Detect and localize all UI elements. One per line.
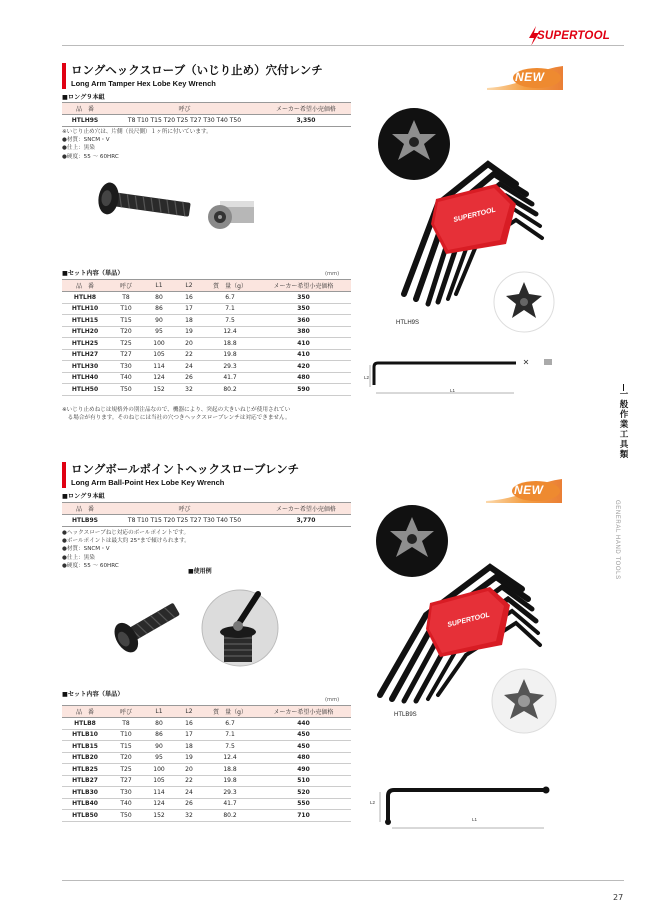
table-cell: T20 [108, 326, 144, 338]
table-cell: T40 [108, 798, 144, 810]
table-cell: 19 [174, 752, 204, 764]
header-divider [62, 45, 624, 46]
detail-header: 品 番 [62, 280, 108, 292]
price-cell: 550 [256, 798, 351, 810]
item-code-cell: HTLH30 [62, 361, 108, 373]
section-2-new-badge [486, 479, 562, 503]
detail-header: L2 [174, 706, 204, 718]
table-cell: T25 [108, 338, 144, 350]
spec-line: ●材質：SNCM・V [62, 546, 110, 553]
section-2-wrench-set-image [374, 505, 554, 735]
dimension-l1-label: L1 [472, 817, 478, 822]
table-row [62, 372, 351, 384]
spec-line: ●硬度：55 ～ 60HRC [62, 153, 119, 160]
detail-header: L2 [174, 280, 204, 292]
spec-line: ※いじり止め穴は、片側（長尺側）１ヶ所に付いています。 [62, 129, 212, 135]
price-cell: 450 [256, 729, 351, 741]
table-cell: 114 [144, 787, 174, 799]
table-cell: T30 [108, 787, 144, 799]
brand-logo-text: SUPERTOOL [537, 30, 610, 42]
table-cell: T20 [108, 752, 144, 764]
table-cell: 80.2 [204, 810, 256, 822]
table-row [62, 349, 351, 361]
item-code-cell: HTLH15 [62, 315, 108, 327]
table-cell: 7.5 [204, 315, 256, 327]
set-sizes: T8 T10 T15 T20 T25 T27 T30 T40 T50 [108, 515, 261, 527]
section-2-specs [62, 529, 190, 570]
table-cell: 20 [174, 338, 204, 350]
section-2-usage-label: ■使用例 [188, 568, 212, 575]
table-cell: T8 [108, 292, 144, 304]
table-cell: 19.8 [204, 349, 256, 361]
table-cell: 86 [144, 729, 174, 741]
item-code-cell: HTLB40 [62, 798, 108, 810]
section-2-set-table [62, 502, 351, 527]
item-code-cell: HTLB20 [62, 752, 108, 764]
tamper-screw-image [88, 185, 288, 245]
side-category-en: GENERAL HAND TOOLS [614, 500, 620, 580]
table-cell: 80 [144, 718, 174, 730]
section-2-set-label: ■ロング９本組 [62, 493, 105, 500]
section-1-title-jp: ロングヘックスローブ（いじり止め）穴付レンチ [71, 63, 323, 77]
table-cell: 124 [144, 798, 174, 810]
table-cell: T10 [108, 303, 144, 315]
set-header-code: 品 番 [62, 503, 108, 515]
section-1-unit: (mm) [325, 271, 340, 277]
table-cell: 6.7 [204, 718, 256, 730]
table-cell: 29.3 [204, 787, 256, 799]
price-cell: 480 [256, 752, 351, 764]
price-cell: 450 [256, 741, 351, 753]
table-row [62, 303, 351, 315]
spec-line: ●仕上：黒染 [62, 554, 95, 561]
table-cell: T25 [108, 764, 144, 776]
red-holder-icon [431, 184, 516, 254]
table-cell: 29.3 [204, 361, 256, 373]
table-cell: T10 [108, 729, 144, 741]
price-cell: 490 [256, 764, 351, 776]
table-cell: 90 [144, 741, 174, 753]
detail-header: 質 量（g） [204, 280, 256, 292]
table-cell: 41.7 [204, 372, 256, 384]
item-code-cell: HTLB10 [62, 729, 108, 741]
table-row [62, 361, 351, 373]
table-cell: 32 [174, 384, 204, 396]
price-cell: 360 [256, 315, 351, 327]
detail-header: 呼び [108, 706, 144, 718]
dimension-l2-label: L2 [370, 800, 376, 805]
usage-example-image [200, 588, 280, 668]
table-cell: T30 [108, 361, 144, 373]
side-category-jp: 一般作業工具類 [619, 390, 629, 460]
table-cell: 100 [144, 764, 174, 776]
price-cell: 590 [256, 384, 351, 396]
table-row [62, 338, 351, 350]
price-cell: 350 [256, 303, 351, 315]
table-cell: 16 [174, 292, 204, 304]
price-cell: 420 [256, 361, 351, 373]
item-code-cell: HTLB30 [62, 787, 108, 799]
svg-text:SUPERTOOL: SUPERTOOL [452, 206, 497, 224]
price-cell: 440 [256, 718, 351, 730]
section-1-new-badge-text: NEW [515, 70, 545, 84]
table-cell: 152 [144, 810, 174, 822]
table-cell: 18.8 [204, 764, 256, 776]
table-cell: 105 [144, 775, 174, 787]
detail-header: メーカー希望小売価格 [256, 706, 351, 718]
table-row [62, 741, 351, 753]
table-row [62, 787, 351, 799]
table-cell: 114 [144, 361, 174, 373]
table-cell: 124 [144, 372, 174, 384]
price-cell: 480 [256, 372, 351, 384]
section-1-detail-table [62, 279, 351, 396]
price-cell: 710 [256, 810, 351, 822]
spec-line: ●仕上：黒染 [62, 145, 95, 152]
table-cell: 95 [144, 752, 174, 764]
table-cell: 7.5 [204, 741, 256, 753]
footnote-line: ※いじり止めねじは規格外の別注品なので、機器により、突起の大きいねじが使用されてい [62, 407, 291, 413]
section-2-title-en: Long Arm Ball-Point Hex Lobe Key Wrench [71, 478, 225, 487]
item-code-cell: HTLH27 [62, 349, 108, 361]
set-header-size: 呼び [108, 503, 261, 515]
table-cell: 18 [174, 741, 204, 753]
section-1-footnote [62, 406, 291, 422]
red-holder-icon [426, 587, 510, 657]
item-code-cell: HTLH20 [62, 326, 108, 338]
set-price: 3,350 [261, 115, 351, 127]
item-code-cell: HTLB25 [62, 764, 108, 776]
section-1-image-label: HTLH9S [396, 320, 420, 326]
table-cell: 17 [174, 729, 204, 741]
spec-line: ●ボールポイントは最大約 25°まで傾けられます。 [62, 538, 190, 545]
price-cell: 510 [256, 775, 351, 787]
set-sizes: T8 T10 T15 T20 T25 T27 T30 T40 T50 [108, 115, 261, 127]
table-cell: 41.7 [204, 798, 256, 810]
table-row [62, 718, 351, 730]
table-cell: T15 [108, 315, 144, 327]
detail-header: 呼び [108, 280, 144, 292]
table-cell: 20 [174, 764, 204, 776]
detail-header: 品 番 [62, 706, 108, 718]
detail-header: メーカー希望小売価格 [256, 280, 351, 292]
table-cell: 80 [144, 292, 174, 304]
table-row [62, 752, 351, 764]
table-cell: 24 [174, 787, 204, 799]
table-row [62, 729, 351, 741]
section-2-detail-label: ■セット内容（単品） [62, 691, 124, 698]
section-2-new-badge-text: NEW [514, 483, 544, 497]
table-cell: 17 [174, 303, 204, 315]
table-cell: 152 [144, 384, 174, 396]
footnote-line: る場合が有ります。そのねじには当社の穴つきヘックスローブレンチは対応できません。 [62, 415, 291, 422]
section-2-title-jp: ロングボールポイントヘックスローブレンチ [71, 462, 300, 476]
table-cell: 12.4 [204, 752, 256, 764]
table-row [62, 798, 351, 810]
table-cell: 22 [174, 349, 204, 361]
brand-logo [527, 26, 627, 46]
item-code-cell: HTLB8 [62, 718, 108, 730]
price-cell: 350 [256, 292, 351, 304]
item-code-cell: HTLH10 [62, 303, 108, 315]
svg-text:SUPERTOOL: SUPERTOOL [446, 611, 491, 629]
table-cell: 26 [174, 798, 204, 810]
dimension-l1-label: L1 [450, 388, 456, 393]
section-1-detail-label: ■セット内容（単品） [62, 270, 124, 277]
set-header-price: メーカー希望小売価格 [261, 103, 351, 115]
table-row [62, 515, 351, 527]
table-cell: T40 [108, 372, 144, 384]
table-row [62, 384, 351, 396]
section-1-specs [62, 128, 212, 161]
set-code: HTLB9S [62, 515, 108, 527]
set-header-size: 呼び [108, 103, 261, 115]
ball-point-screw-image [100, 598, 190, 658]
table-cell: 19 [174, 326, 204, 338]
price-cell: 380 [256, 326, 351, 338]
table-cell: 90 [144, 315, 174, 327]
detail-header: L1 [144, 706, 174, 718]
section-1-new-badge [487, 66, 563, 90]
section-2-unit: (mm) [325, 697, 340, 703]
table-cell: 95 [144, 326, 174, 338]
table-row [62, 775, 351, 787]
price-cell: 520 [256, 787, 351, 799]
set-header-code: 品 番 [62, 103, 108, 115]
item-code-cell: HTLB15 [62, 741, 108, 753]
table-cell: T50 [108, 384, 144, 396]
table-cell: T27 [108, 775, 144, 787]
section-1-set-table [62, 102, 351, 127]
table-cell: 32 [174, 810, 204, 822]
spec-line: ●硬度：55 ～ 60HRC [62, 562, 119, 569]
table-cell: 6.7 [204, 292, 256, 304]
section-2-detail-table [62, 705, 351, 822]
table-cell: 16 [174, 718, 204, 730]
table-row [62, 764, 351, 776]
table-cell: 105 [144, 349, 174, 361]
detail-header: 質 量（g） [204, 706, 256, 718]
set-price: 3,770 [261, 515, 351, 527]
table-row [62, 115, 351, 127]
table-cell: 19.8 [204, 775, 256, 787]
set-header-price: メーカー希望小売価格 [261, 503, 351, 515]
table-row [62, 326, 351, 338]
table-cell: 26 [174, 372, 204, 384]
item-code-cell: HTLH50 [62, 384, 108, 396]
table-row [62, 292, 351, 304]
table-cell: 24 [174, 361, 204, 373]
footer-divider [62, 880, 624, 881]
spec-line: ●ヘックスローブねじ対応のボールポイントです。 [62, 530, 190, 536]
table-cell: 22 [174, 775, 204, 787]
table-cell: T8 [108, 718, 144, 730]
table-cell: 7.1 [204, 729, 256, 741]
section-1-set-label: ■ロング９本組 [62, 94, 105, 101]
section-1-wrench-set-image [376, 104, 556, 334]
table-cell: T27 [108, 349, 144, 361]
price-cell: 410 [256, 338, 351, 350]
item-code-cell: HTLB27 [62, 775, 108, 787]
detail-header: L1 [144, 280, 174, 292]
table-cell: T50 [108, 810, 144, 822]
item-code-cell: HTLH25 [62, 338, 108, 350]
page-number: 27 [613, 893, 624, 902]
dimension-l2-label: L2 [364, 375, 370, 380]
table-cell: 80.2 [204, 384, 256, 396]
set-code: HTLH9S [62, 115, 108, 127]
item-code-cell: HTLB50 [62, 810, 108, 822]
item-code-cell: HTLH40 [62, 372, 108, 384]
table-cell: 86 [144, 303, 174, 315]
section-2-dimension-drawing [368, 776, 568, 836]
item-code-cell: HTLH8 [62, 292, 108, 304]
spec-line: ●材質：SNCM・V [62, 137, 110, 144]
table-cell: 18.8 [204, 338, 256, 350]
price-cell: 410 [256, 349, 351, 361]
section-1-dimension-drawing [364, 357, 564, 402]
table-cell: 12.4 [204, 326, 256, 338]
section-2-image-label: HTLB9S [394, 712, 417, 718]
title-accent-bar [62, 462, 66, 488]
title-accent-bar [62, 63, 66, 89]
table-cell: T15 [108, 741, 144, 753]
table-row [62, 810, 351, 822]
table-cell: 18 [174, 315, 204, 327]
table-cell: 7.1 [204, 303, 256, 315]
table-cell: 100 [144, 338, 174, 350]
table-row [62, 315, 351, 327]
section-1-title-en: Long Arm Tamper Hex Lobe Key Wrench [71, 79, 216, 88]
